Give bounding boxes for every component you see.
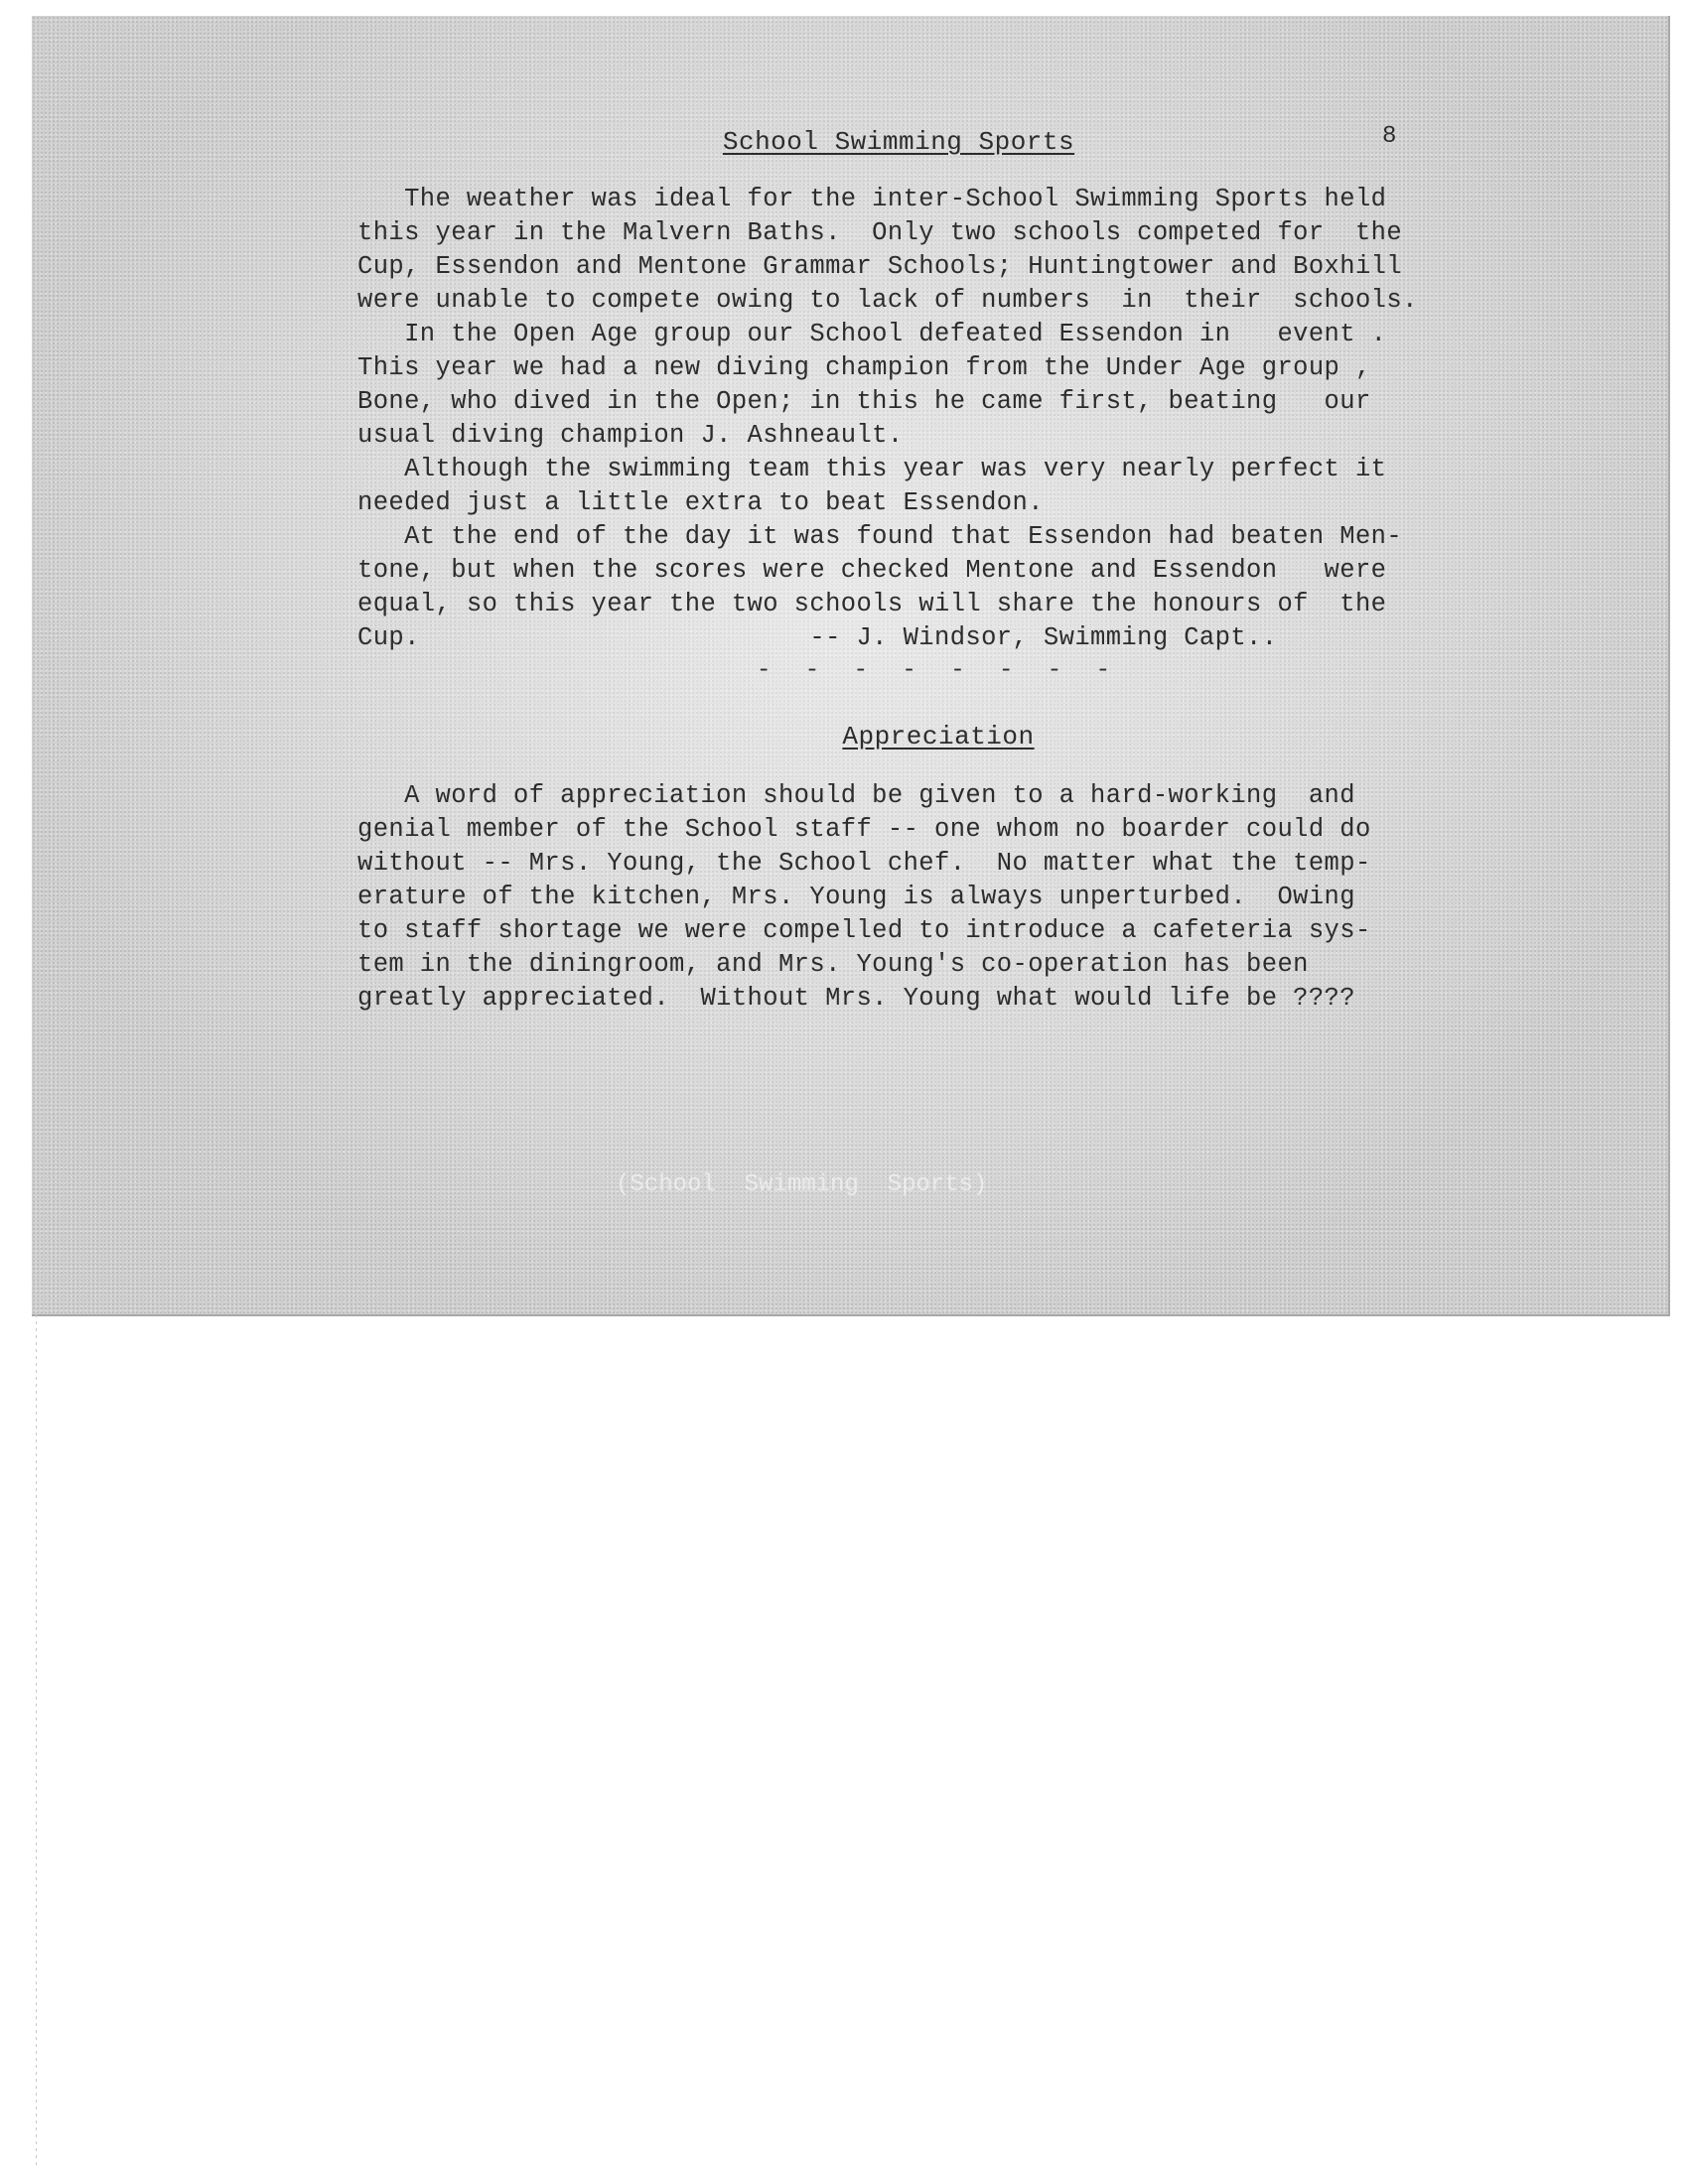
article-line: This year we had a new diving champion from the Under Age group , (357, 353, 1371, 382)
article-line: this year in the Malvern Baths. Only two schools competed for the (357, 218, 1403, 247)
article-line: tone, but when the scores were checked Mentone and Essendon were (357, 556, 1387, 585)
article-line: to staff shortage we were compelled to introduce a cafeteria sys- (357, 916, 1371, 945)
appreciation-heading: Appreciation (842, 722, 1035, 751)
swimming-heading: School Swimming Sports (722, 127, 1075, 157)
article-line: usual diving champion J. Ashneault. (357, 421, 904, 450)
page-edge-line (36, 1314, 37, 2168)
bleed-through-text: (School Swimming Sports) (616, 1171, 988, 1198)
article-line: without -- Mrs. Young, the School chef. No matter what the temp- (357, 849, 1371, 878)
article-line: At the end of the day it was found that Essendon had beaten Men- (357, 522, 1403, 551)
article-line: needed just a little extra to beat Essendon. (357, 488, 1044, 517)
document-body (357, 119, 1479, 1016)
article-line: Bone, who dived in the Open; in this he came first, beating our (357, 387, 1371, 416)
article-line: The weather was ideal for the inter-School Swimming Sports held (357, 185, 1387, 213)
article-line: Although the swimming team this year was very nearly perfect it (357, 455, 1387, 483)
article-line: tem in the diningroom, and Mrs. Young's co-operation has been (357, 950, 1309, 979)
article-line: erature of the kitchen, Mrs. Young is always unperturbed. Owing (357, 883, 1355, 911)
appreciation-article (357, 779, 1479, 1016)
swimming-article (357, 183, 1479, 655)
article-line: were unable to compete owing to lack of numbers in their schools. (357, 286, 1418, 315)
article-line: equal, so this year the two schools will share the honours of the (357, 590, 1387, 618)
article-line: Cup. -- J. Windsor, Swimming Capt.. (357, 623, 1278, 652)
article-line: A word of appreciation should be given to a hard-working and (357, 781, 1355, 810)
page-number: 8 (1382, 123, 1397, 150)
article-line: Cup, Essendon and Mentone Grammar Schools; Huntingtower and Boxhill (357, 252, 1403, 281)
article-line: In the Open Age group our School defeated Essendon in event . (357, 320, 1387, 348)
section-separator: - - - - - - - - (756, 657, 1121, 684)
article-line: greatly appreciated. Without Mrs. Young what would life be ???? (357, 984, 1355, 1013)
article-line: genial member of the School staff -- one whom no boarder could do (357, 815, 1371, 844)
